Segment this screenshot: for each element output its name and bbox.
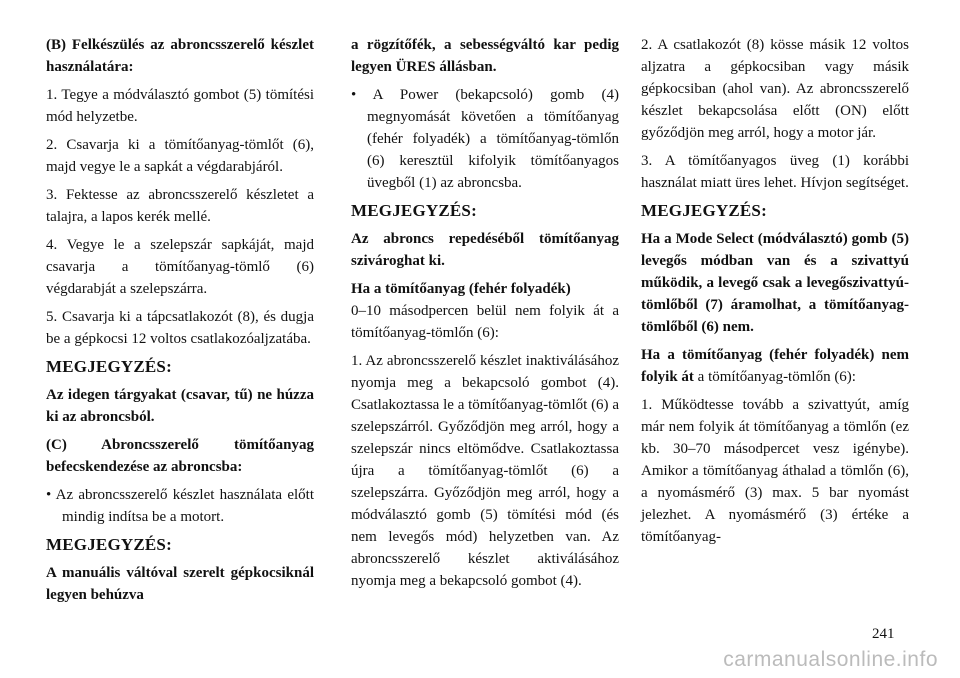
condition-text: a tömítőanyag-tömlőn (6): <box>693 369 856 385</box>
note-heading: MEGJEGYZÉS: <box>351 201 477 220</box>
bullet-item: • A Power (bekapcsoló) gomb (4) megnyomását követően a tömítőanyag (fehér folyadék) a tömítőanyag-tömlőn (6) keresztül kifolyik tömítőanyagos üvegből (1) az abroncsba. <box>351 87 619 191</box>
section-b-heading: (B) Felkészülés az abroncsszerelő készlet használatára: <box>46 37 314 75</box>
step-1: 1. Működtesse tovább a szivattyút, amíg már nem folyik át tömítőanyag a tömlőn (ez kb. 30–70 másodpercet vesz igénybe). Amikor a tömítőanyag áthalad a tömlőn (6), a nyomásmérő (3) max. 5 bar nyomást jelezhet. A nyomásmérő (3) értéke a tömítőanyag- <box>641 397 909 545</box>
column-left <box>46 34 314 612</box>
note-text: Az abroncs repedéséből tömítőanyag szivároghat ki. <box>351 231 619 269</box>
note-text-continued: a rögzítőfék, a sebességváltó kar pedig legyen ÜRES állásban. <box>351 37 619 75</box>
column-right <box>641 34 909 554</box>
step-3: 3. Fektesse az abroncsszerelő készletet a talajra, a lapos kerék mellé. <box>46 187 314 225</box>
note-heading: MEGJEGYZÉS: <box>641 201 767 220</box>
step-1: 1. Tegye a módválasztó gombot (5) tömítési mód helyzetbe. <box>46 87 314 125</box>
condition-paragraph <box>351 278 619 344</box>
note-text: Az idegen tárgyakat (csavar, tű) ne húzza ki az abroncsból. <box>46 387 314 425</box>
condition-text: 0–10 másodpercen belül nem folyik át a tömítőanyag-tömlőn (6): <box>351 303 619 341</box>
note-text: A manuális váltóval szerelt gépkocsiknál legyen behúzva <box>46 565 314 603</box>
condition-paragraph <box>641 344 909 388</box>
note-heading: MEGJEGYZÉS: <box>46 535 172 554</box>
condition-bold: Ha a tömítőanyag (fehér folyadék) <box>351 281 571 297</box>
condition-bold: Ha a tömítőanyag (fehér folyadék) nem folyik át <box>641 347 909 385</box>
step-2: 2. Csavarja ki a tömítőanyag-tömlőt (6), majd vegye le a sapkát a végdarabjáról. <box>46 137 314 175</box>
step-4: 4. Vegye le a szelepszár sapkáját, majd csavarja a tömítőanyag-tömlő (6) végdarabját a szelepszárra. <box>46 237 314 297</box>
section-c-heading: (C) Abroncsszerelő tömítőanyag befecskendezése az abroncsba: <box>46 437 314 475</box>
column-middle <box>351 34 619 598</box>
bullet-item: • Az abroncsszerelő készlet használata előtt mindig indítsa be a motort. <box>46 487 314 525</box>
page-number: 241 <box>872 626 895 642</box>
note-heading: MEGJEGYZÉS: <box>46 357 172 376</box>
watermark: carmanualsonline.info <box>723 648 938 671</box>
step-1: 1. Az abroncsszerelő készlet inaktiválásához nyomja meg a bekapcsoló gombot (4). Csatlakoztassa le a tömítőanyag-tömlőt (6) a szelepszárról. Győződjön meg arról, hogy a szelepszár nincs eltömődve. Csatlakoztassa újra a tömítőanyag-tömlőt (6) a szelepszárra. Győződjön meg arról, hogy a módválasztó gomb (5) tömítési mód (és nem levegős mód) helyzetben van. Az abroncsszerelő készlet aktiválásához nyomja meg a bekapcsoló gombot (4). <box>351 353 619 589</box>
step-5: 5. Csavarja ki a tápcsatlakozót (8), és dugja be a gépkocsi 12 voltos csatlakozóaljzatába. <box>46 309 314 347</box>
step-2: 2. A csatlakozót (8) kösse másik 12 voltos aljzatra a gépkocsiban vagy másik gépkocsiban (ahol van). Az abroncsszerelő készlet bekapcsolása előtt (ON) előtt győződjön meg arról, hogy a motor jár. <box>641 37 909 141</box>
step-3: 3. A tömítőanyagos üveg (1) korábbi használat miatt üres lehet. Hívjon segítséget. <box>641 153 909 191</box>
note-text: Ha a Mode Select (módválasztó) gomb (5) levegős módban van és a szivattyú működik, a levegő csak a levegőszivattyú-tömlőből (7) áramolhat, a tömítőanyag-tömlőből (6) nem. <box>641 231 909 335</box>
